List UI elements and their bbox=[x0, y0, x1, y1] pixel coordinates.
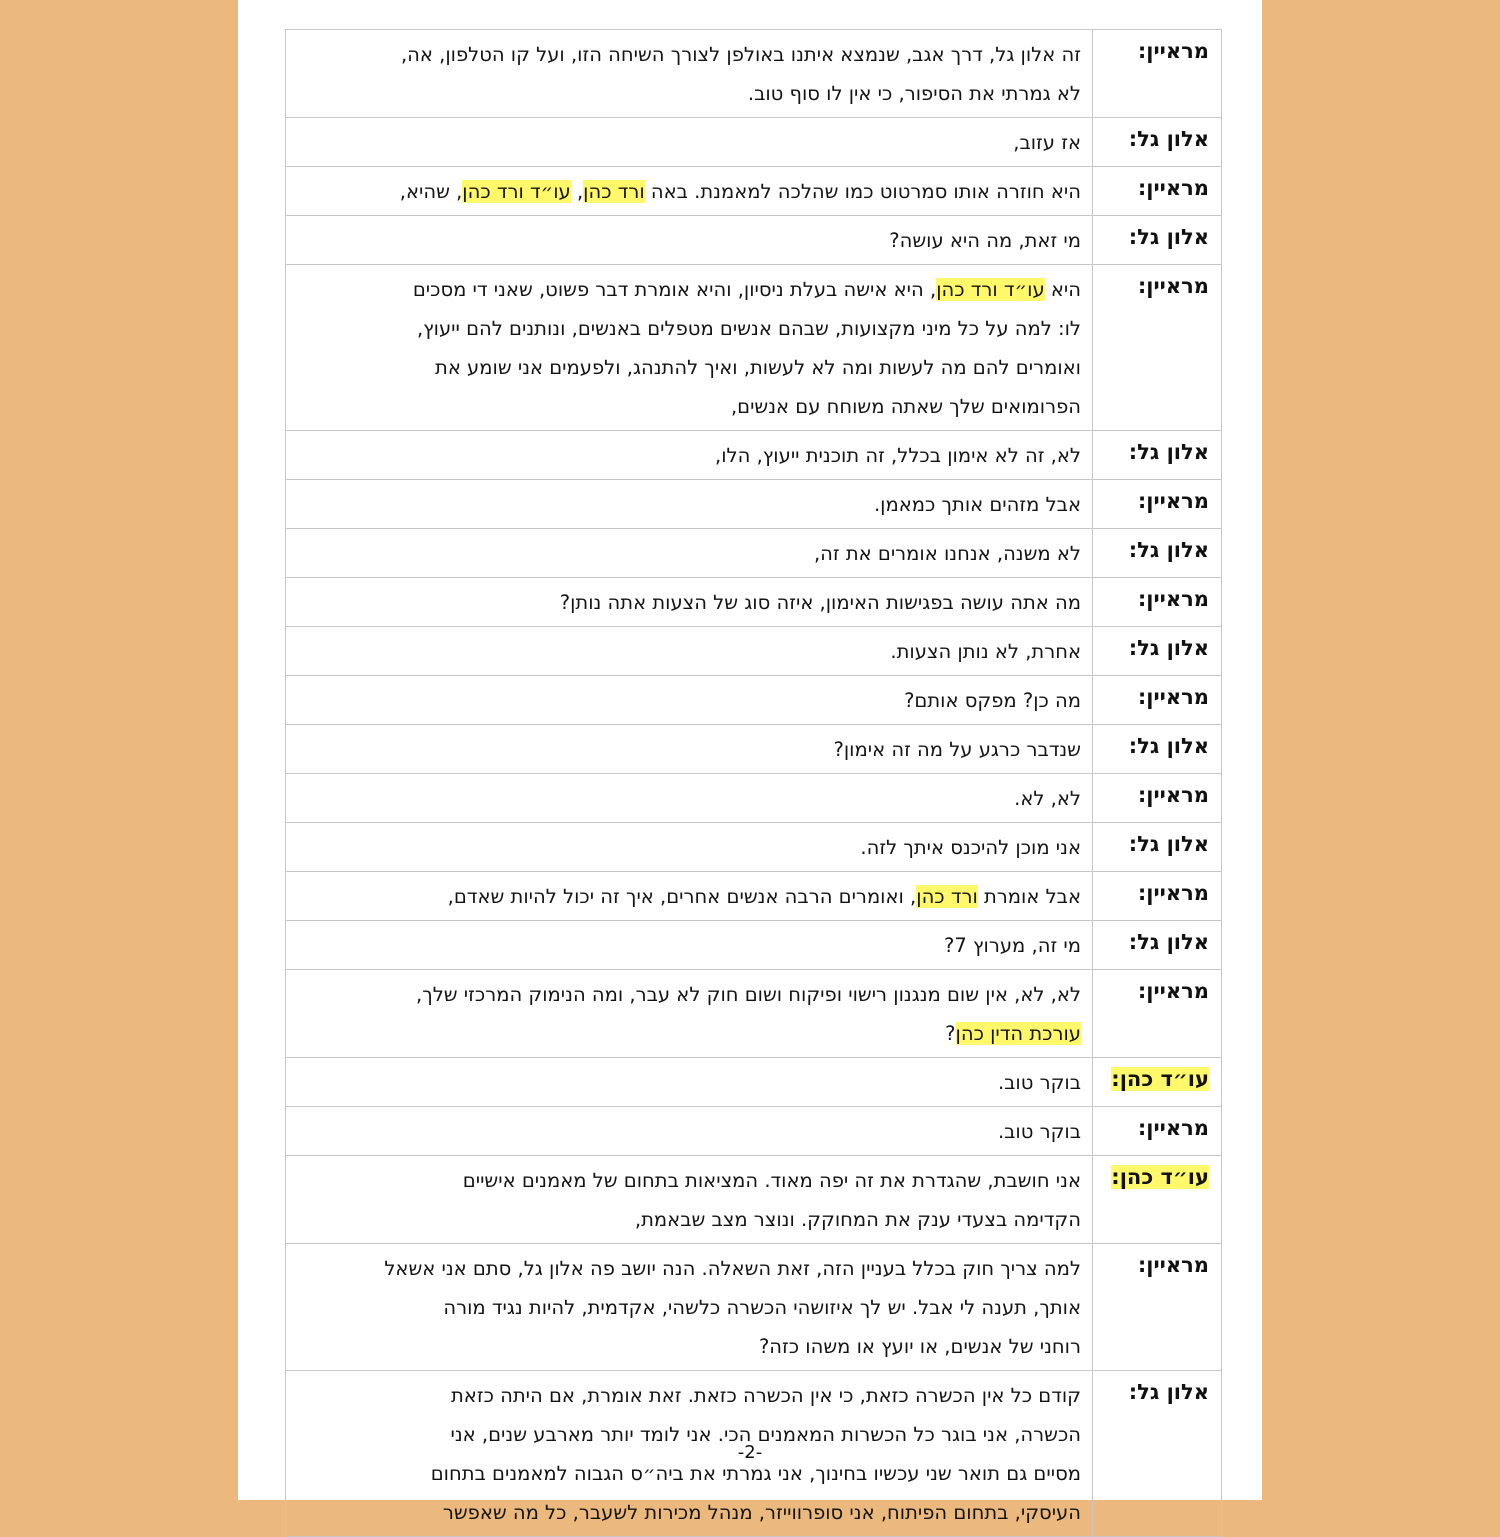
table-row bbox=[286, 1156, 1222, 1244]
speech-line bbox=[294, 123, 1081, 162]
speech-text: בוקר טוב. bbox=[997, 1120, 1081, 1143]
speech-text: העיסקי, בתחום הפיתוח, אני סופרווייזר, מנהל מכירות לשעבר, כל מה שאפשר bbox=[442, 1501, 1081, 1524]
speaker-name: עו״ד כהן: bbox=[1111, 1067, 1209, 1091]
speaker-name: עו״ד כהן: bbox=[1111, 1165, 1209, 1189]
speech-cell bbox=[286, 1156, 1093, 1244]
speaker-cell bbox=[1093, 1107, 1222, 1156]
speech-cell bbox=[286, 921, 1093, 970]
speech-text: מה אתה עושה בפגישות האימון, איזה סוג של הצעות אתה נותן? bbox=[559, 591, 1081, 614]
speaker-name: אלון גל: bbox=[1128, 930, 1209, 954]
speaker-name: אלון גל: bbox=[1128, 734, 1209, 758]
highlighted-text: ורד כהן bbox=[916, 885, 978, 908]
speech-line bbox=[294, 1161, 1081, 1200]
speaker-name: אלון גל: bbox=[1128, 636, 1209, 660]
speech-line bbox=[294, 74, 1081, 113]
highlighted-text: ורד כהן bbox=[583, 180, 645, 203]
table-row bbox=[286, 431, 1222, 480]
speaker-name: אלון גל: bbox=[1128, 127, 1209, 151]
speech-text: אז עזוב, bbox=[1013, 131, 1081, 154]
speaker-cell bbox=[1093, 774, 1222, 823]
speaker-cell bbox=[1093, 529, 1222, 578]
speech-cell bbox=[286, 118, 1093, 167]
speech-cell bbox=[286, 265, 1093, 431]
speech-line bbox=[294, 975, 1081, 1014]
speech-cell bbox=[286, 30, 1093, 118]
speaker-name: אלון גל: bbox=[1128, 225, 1209, 249]
speaker-cell bbox=[1093, 627, 1222, 676]
speech-text: מה כן? מפקס אותם? bbox=[904, 689, 1081, 712]
speaker-cell bbox=[1093, 431, 1222, 480]
speech-text: אני חושבת, שהגדרת את זה יפה מאוד. המציאות בתחום של מאמנים אישיים bbox=[462, 1169, 1081, 1192]
speech-line bbox=[294, 1063, 1081, 1102]
table-row bbox=[286, 823, 1222, 872]
speech-text: הקדימה בצעדי ענק את המחוקק. ונוצר מצב שבאמת, bbox=[634, 1208, 1081, 1231]
speech-line bbox=[294, 828, 1081, 867]
speech-text: , היא אישה בעלת ניסיון, והיא אומרת דבר פשוט, שאני די מסכים bbox=[412, 278, 937, 301]
speech-text: מי זאת, מה היא עושה? bbox=[889, 229, 1081, 252]
speech-line bbox=[294, 1200, 1081, 1239]
speaker-name: מראיין: bbox=[1137, 39, 1209, 63]
speech-cell bbox=[286, 627, 1093, 676]
speech-text: לא, לא, אין שום מנגנון רישוי ופיקוח ושום חוק לא עבר, ומה הנימוק המרכזי שלך, bbox=[416, 983, 1081, 1006]
speech-cell bbox=[286, 216, 1093, 265]
speaker-cell bbox=[1093, 921, 1222, 970]
speech-cell bbox=[286, 970, 1093, 1058]
table-row bbox=[286, 725, 1222, 774]
speech-line bbox=[294, 309, 1081, 348]
speech-line bbox=[294, 436, 1081, 475]
speech-text: לו: למה על כל מיני מקצועות, שבהם אנשים מטפלים באנשים, ונותנים להם ייעוץ, bbox=[416, 317, 1081, 340]
table-row bbox=[286, 118, 1222, 167]
table-row bbox=[286, 30, 1222, 118]
speech-cell bbox=[286, 578, 1093, 627]
speaker-cell bbox=[1093, 118, 1222, 167]
speaker-name: מראיין: bbox=[1137, 685, 1209, 709]
speech-text: היא חוזרה אותו סמרטוט כמו שהלכה למאמנת. באה bbox=[644, 180, 1081, 203]
speech-line bbox=[294, 926, 1081, 965]
speaker-cell bbox=[1093, 1244, 1222, 1371]
speaker-cell bbox=[1093, 970, 1222, 1058]
speaker-name: מראיין: bbox=[1137, 881, 1209, 905]
speech-text: מסיים גם תואר שני עכשיו בחינוך, אני גמרתי את ביה״ס הגבוה למאמנים בתחום bbox=[430, 1462, 1081, 1485]
speech-text: בוקר טוב. bbox=[997, 1071, 1081, 1094]
speech-line bbox=[294, 877, 1081, 916]
speech-text: היא bbox=[1044, 278, 1081, 301]
speaker-cell bbox=[1093, 1058, 1222, 1107]
speech-text: לא גמרתי את הסיפור, כי אין לו סוף טוב. bbox=[747, 82, 1081, 105]
speech-line bbox=[294, 632, 1081, 671]
table-row bbox=[286, 216, 1222, 265]
speech-text: , bbox=[570, 180, 584, 203]
speech-cell bbox=[286, 480, 1093, 529]
speech-text: הכשרה, אני בוגר כל הכשרות המאמנים הכי. אני לומד יותר מארבע שנים, אני bbox=[450, 1423, 1081, 1446]
speech-text: אחרת, לא נותן הצעות. bbox=[890, 640, 1081, 663]
speech-line bbox=[294, 1376, 1081, 1415]
speaker-cell bbox=[1093, 676, 1222, 725]
speaker-cell bbox=[1093, 823, 1222, 872]
speaker-cell bbox=[1093, 725, 1222, 774]
speech-cell bbox=[286, 872, 1093, 921]
speech-cell bbox=[286, 823, 1093, 872]
speaker-name: אלון גל: bbox=[1128, 1380, 1209, 1404]
speaker-name: אלון גל: bbox=[1128, 538, 1209, 562]
highlighted-text: עורכת הדין כהן bbox=[955, 1022, 1081, 1045]
speech-line bbox=[294, 681, 1081, 720]
speech-text: שנדבר כרגע על מה זה אימון? bbox=[833, 738, 1081, 761]
table-row bbox=[286, 676, 1222, 725]
speech-line bbox=[294, 534, 1081, 573]
speech-text: מי זה, מערוץ 7? bbox=[944, 934, 1081, 957]
speech-line bbox=[294, 1249, 1081, 1288]
table-row bbox=[286, 167, 1222, 216]
speech-text: קודם כל אין הכשרה כזאת, כי אין הכשרה כזאת. זאת אומרת, אם היתה כזאת bbox=[450, 1384, 1081, 1407]
speech-cell bbox=[286, 1058, 1093, 1107]
speech-cell bbox=[286, 1244, 1093, 1371]
table-row bbox=[286, 578, 1222, 627]
speech-line bbox=[294, 1327, 1081, 1366]
speaker-name: מראיין: bbox=[1137, 587, 1209, 611]
speech-line bbox=[294, 1112, 1081, 1151]
speaker-name: אלון גל: bbox=[1128, 832, 1209, 856]
table-row bbox=[286, 480, 1222, 529]
speaker-name: מראיין: bbox=[1137, 1116, 1209, 1140]
speech-line bbox=[294, 583, 1081, 622]
speech-cell bbox=[286, 725, 1093, 774]
highlighted-text: עו״ד ורד כהן bbox=[462, 180, 571, 203]
speech-line bbox=[294, 485, 1081, 524]
speech-text: לא, לא. bbox=[1014, 787, 1081, 810]
speaker-cell bbox=[1093, 1156, 1222, 1244]
speech-line bbox=[294, 172, 1081, 211]
speaker-name: מראיין: bbox=[1137, 176, 1209, 200]
speech-text: , ואומרים הרבה אנשים אחרים, איך זה יכול להיות שאדם, bbox=[447, 885, 917, 908]
speech-line bbox=[294, 730, 1081, 769]
speech-text: זה אלון גל, דרך אגב, שנמצא איתנו באולפן לצורך השיחה הזו, ועל קו הטלפון, אה, bbox=[400, 43, 1081, 66]
document-page bbox=[238, 0, 1262, 1524]
speech-text: רוחני של אנשים, או יועץ או משהו כזה? bbox=[758, 1335, 1081, 1358]
table-row bbox=[286, 872, 1222, 921]
speaker-cell bbox=[1093, 578, 1222, 627]
table-row bbox=[286, 970, 1222, 1058]
speaker-cell bbox=[1093, 872, 1222, 921]
speaker-name: אלון גל: bbox=[1128, 440, 1209, 464]
highlighted-text: עו״ד ורד כהן bbox=[936, 278, 1045, 301]
speech-text: אותך, תענה לי אבל. יש לך איזושהי הכשרה כלשהי, אקדמית, להיות נגיד מורה bbox=[443, 1296, 1081, 1319]
table-row bbox=[286, 265, 1222, 431]
speech-text: לא, זה לא אימון בכלל, זה תוכנית ייעוץ, הלו, bbox=[715, 444, 1081, 467]
speech-text: למה צריך חוק בכלל בעניין הזה, זאת השאלה. הנה יושב פה אלון גל, סתם אני אשאל bbox=[384, 1257, 1081, 1280]
table-row bbox=[286, 921, 1222, 970]
speech-line bbox=[294, 1288, 1081, 1327]
table-row bbox=[286, 1244, 1222, 1371]
speech-text: ? bbox=[945, 1022, 956, 1045]
speech-line bbox=[294, 348, 1081, 387]
speech-line bbox=[294, 221, 1081, 260]
table-row bbox=[286, 627, 1222, 676]
speech-text: ואומרים להם מה לעשות ומה לא לעשות, ואיך להתנהג, ולפעמים אני שומע את bbox=[435, 356, 1081, 379]
speaker-name: מראיין: bbox=[1137, 1253, 1209, 1277]
speech-cell bbox=[286, 167, 1093, 216]
speech-text: אבל אומרת bbox=[977, 885, 1081, 908]
speech-line bbox=[294, 1493, 1081, 1532]
speech-cell bbox=[286, 676, 1093, 725]
speech-text: לא משנה, אנחנו אומרים את זה, bbox=[813, 542, 1081, 565]
speech-line bbox=[294, 270, 1081, 309]
speaker-cell bbox=[1093, 216, 1222, 265]
transcript-table bbox=[285, 29, 1222, 1537]
speech-line bbox=[294, 779, 1081, 818]
table-row bbox=[286, 1058, 1222, 1107]
speaker-name: מראיין: bbox=[1137, 979, 1209, 1003]
speech-text: אבל מזהים אותך כמאמן. bbox=[873, 493, 1081, 516]
speech-cell bbox=[286, 431, 1093, 480]
speech-cell bbox=[286, 1107, 1093, 1156]
speech-line bbox=[294, 35, 1081, 74]
speaker-name: מראיין: bbox=[1137, 489, 1209, 513]
speech-cell bbox=[286, 529, 1093, 578]
speech-cell bbox=[286, 774, 1093, 823]
page-number: -2- bbox=[737, 1442, 763, 1463]
speaker-name: מראיין: bbox=[1137, 783, 1209, 807]
speaker-cell bbox=[1093, 480, 1222, 529]
speech-text: אני מוכן להיכנס איתך לזה. bbox=[860, 836, 1081, 859]
speech-line bbox=[294, 1014, 1081, 1053]
table-row bbox=[286, 529, 1222, 578]
speaker-cell bbox=[1093, 265, 1222, 431]
table-row bbox=[286, 774, 1222, 823]
speech-text: הפרומואים שלך שאתה משוחח עם אנשים, bbox=[730, 395, 1081, 418]
speaker-name: מראיין: bbox=[1137, 274, 1209, 298]
speech-line bbox=[294, 387, 1081, 426]
table-row bbox=[286, 1107, 1222, 1156]
transcript-rows bbox=[286, 30, 1222, 1537]
speech-text: , שהיא, bbox=[399, 180, 463, 203]
speaker-cell bbox=[1093, 167, 1222, 216]
speaker-cell bbox=[1093, 30, 1222, 118]
